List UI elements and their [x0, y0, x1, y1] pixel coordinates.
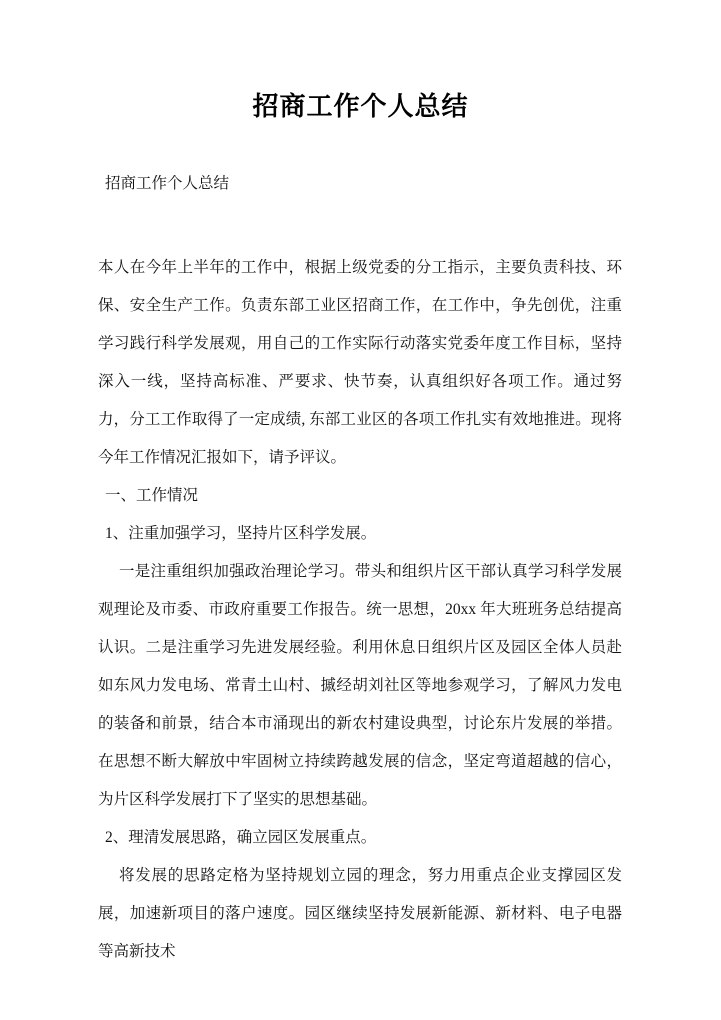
paragraph-intro: 本人在今年上半年的工作中，根据上级党委的分工指示，主要负责科技、环保、安全生产工作。负责东部工业区招商工作，在工作中，争先创优，注重学习践行科学发展观，用自己的工作实际行动落实党委年度工作目标，坚持深入一线，坚持高标准、严要求、快节奏，认真组织好各项工作。通过努力，分工工作取得了一定成绩, 东部工业区的各项工作扎实有效地推进。现将今年工作情况汇报如下，请予评议。 — [98, 259, 622, 466]
document-body — [98, 165, 622, 971]
paragraph-strengthen-study: 一是注重组织加强政治理论学习。带头和组织片区干部认真学习科学发展观理论及市委、市政府重要工作报告。统一思想，20xx 年大班班务总结提高认识。二是注重学习先进发展经验。利用休息日组织片区及园区全体人员赴如东风力发电场、常青土山村、摵经胡刘社区等地参观学习，了解风力发电的装备和前景，结合本市涌现出的新农村建设典型，讨论东片发展的举措。在思想不断大解放中牢固树立持续跨越发展的信念，坚定弯道超越的信心，为片区科学发展打下了坚实的思想基础。 — [98, 563, 622, 808]
paragraph-development-focus: 将发展的思路定格为坚持规划立园的理念，努力用重点企业支撑园区发展，加速新项目的落户速度。园区继续坚持发展新能源、新材料、电子电器等高新技术 — [98, 867, 622, 960]
document-subtitle: 招商工作个人总结 — [105, 175, 230, 192]
section-heading-work-situation: 一、工作情况 — [105, 487, 199, 504]
subsection-heading-strengthen-study: 1、注重加强学习，坚持片区科学发展。 — [105, 525, 377, 542]
subsection-heading-development-focus: 2、理清发展思路，确立园区发展重点。 — [105, 829, 377, 846]
page-title: 招商工作个人总结 — [252, 92, 469, 121]
